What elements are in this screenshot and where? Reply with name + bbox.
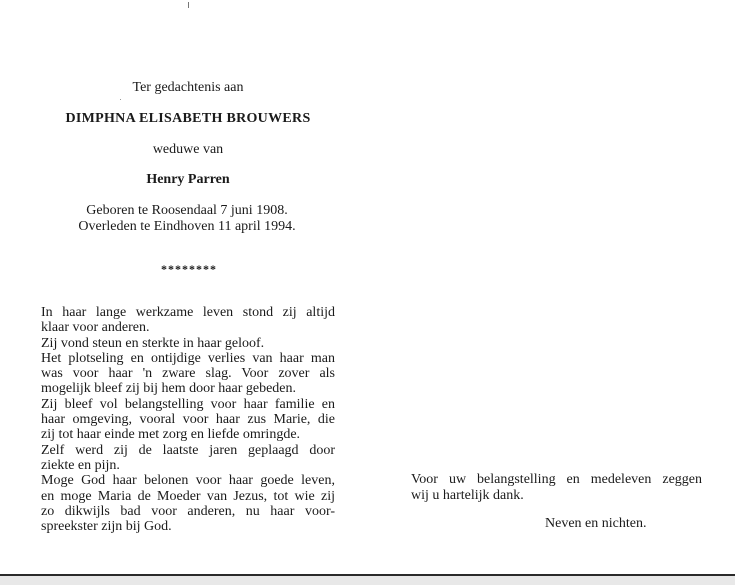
death-line: Overleden te Eindhoven 11 april 1994. <box>78 219 296 234</box>
scan-speck <box>120 99 121 100</box>
memorial-line: ziekte en pijn. <box>41 457 120 473</box>
relation-text: weduwe van <box>152 142 224 157</box>
birth-line: Geboren te Roosendaal 7 juni 1908. <box>86 203 288 218</box>
memorial-line: haar omgeving, vooral voor haar zus Marie, die <box>41 412 335 428</box>
deceased-name: DIMPHNA ELISABETH BROUWERS <box>65 111 311 126</box>
scan-bottom-line <box>0 574 735 576</box>
thanks-line: Voor uw belangstelling en medeleven zeggen <box>411 472 702 487</box>
memorial-text-block <box>41 305 335 534</box>
memorial-line: Zij bleef vol belangstelling voor haar familie en <box>41 396 335 412</box>
memorial-line: spreekster zijn bij God. <box>41 519 172 535</box>
signoff: Neven en nichten. <box>545 516 647 531</box>
memorial-line: Het plotseling en ontijdige verlies van haar man <box>41 350 335 366</box>
intro-text: Ter gedachtenis aan <box>132 80 244 95</box>
spouse-name: Henry Parren <box>146 172 230 187</box>
thanks-block <box>411 472 702 504</box>
thanks-line: wij u hartelijk dank. <box>411 488 524 503</box>
memorial-line: Zij vond steun en sterkte in haar geloof. <box>41 335 265 351</box>
memorial-line: Zelf werd zij de laatste jaren geplaagd door <box>41 442 335 458</box>
memorial-line: en moge Maria de Moeder van Jezus, tot wie zij <box>41 488 335 504</box>
memorial-line: was voor haar 'n zware slag. Voor zover als <box>41 366 335 382</box>
memorial-line: In haar lange werkzame leven stond zij altijd <box>41 305 335 320</box>
scan-speck <box>188 2 189 8</box>
memorial-line: zij tot haar einde met zorg en liefde omringde. <box>41 427 301 443</box>
memorial-line: klaar voor anderen. <box>41 320 150 336</box>
memorial-line: zo dikwijls bad voor anderen, nu haar voor- <box>41 503 335 519</box>
divider-stars: ******** <box>161 262 217 276</box>
memorial-line: Moge God haar belonen voor haar goede leven, <box>41 473 335 489</box>
memorial-line: mogelijk bleef zij bij hem door haar gebeden. <box>41 381 297 397</box>
